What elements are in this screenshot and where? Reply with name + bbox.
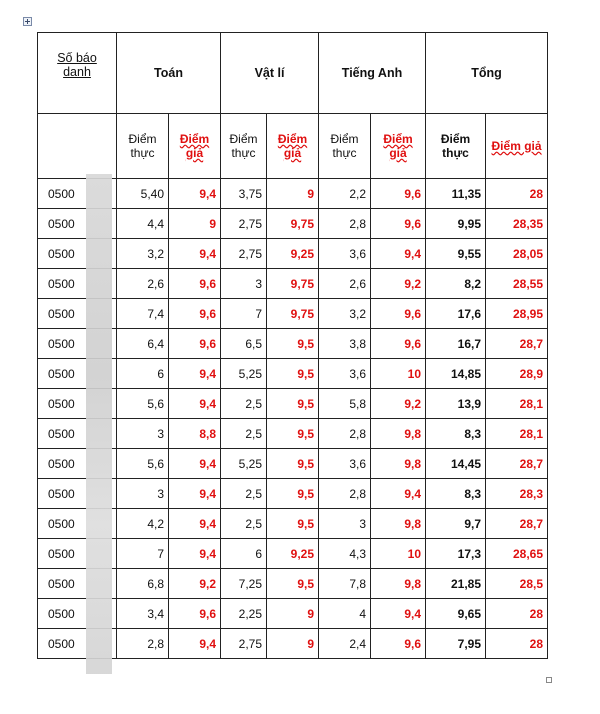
cell-tong: 17,3 [426, 539, 486, 569]
cell-ly: 5,25 [221, 449, 267, 479]
cell-anh-pred: 9,8 [371, 569, 426, 599]
cell-id: 0500 [38, 539, 117, 569]
table-row [38, 449, 548, 479]
cell-anh-pred: 9,6 [371, 629, 426, 659]
cell-anh-pred: 9,8 [371, 419, 426, 449]
cell-tong: 21,85 [426, 569, 486, 599]
cell-tong-pred: 28,95 [486, 299, 548, 329]
table-row [38, 599, 548, 629]
cell-tong: 11,35 [426, 179, 486, 209]
cell-ly-pred: 9,25 [267, 239, 319, 269]
table-resize-handle-icon[interactable] [546, 677, 552, 683]
cell-toan: 6,8 [117, 569, 169, 599]
cell-toan-pred: 9,4 [169, 239, 221, 269]
table-row [38, 359, 548, 389]
cell-toan: 5,6 [117, 449, 169, 479]
table-row [38, 269, 548, 299]
cell-anh: 2,8 [319, 419, 371, 449]
table-row [38, 239, 548, 269]
cell-ly: 2,75 [221, 239, 267, 269]
cell-tong-pred: 28,9 [486, 359, 548, 389]
table-row [38, 569, 548, 599]
cell-anh-pred: 10 [371, 359, 426, 389]
cell-ly-pred: 9,5 [267, 389, 319, 419]
cell-ly-pred: 9,5 [267, 479, 319, 509]
cell-anh-pred: 9,6 [371, 329, 426, 359]
cell-toan-pred: 9,4 [169, 629, 221, 659]
cell-tong-pred: 28,1 [486, 419, 548, 449]
cell-ly: 6 [221, 539, 267, 569]
cell-tong-pred: 28,7 [486, 449, 548, 479]
cell-anh: 3,8 [319, 329, 371, 359]
cell-toan: 5,40 [117, 179, 169, 209]
cell-anh: 2,8 [319, 209, 371, 239]
cell-ly: 7 [221, 299, 267, 329]
cell-toan-pred: 9,4 [169, 179, 221, 209]
header-row-subjects [38, 33, 548, 114]
cell-toan-pred: 9,6 [169, 269, 221, 299]
cell-anh-pred: 9,2 [371, 389, 426, 419]
cell-ly: 6,5 [221, 329, 267, 359]
cell-anh: 2,6 [319, 269, 371, 299]
cell-id: 0500 [38, 359, 117, 389]
header-toan-real: Điểm thực [117, 114, 169, 179]
cell-ly-pred: 9,5 [267, 449, 319, 479]
cell-id: 0500 [38, 269, 117, 299]
cell-anh: 5,8 [319, 389, 371, 419]
table-row [38, 329, 548, 359]
cell-id: 0500 [38, 329, 117, 359]
cell-tong-pred: 28,65 [486, 539, 548, 569]
cell-ly-pred: 9,5 [267, 329, 319, 359]
cell-id: 0500 [38, 599, 117, 629]
table-move-handle-icon[interactable] [23, 17, 32, 26]
cell-tong: 14,85 [426, 359, 486, 389]
cell-tong: 9,65 [426, 599, 486, 629]
cell-tong-pred: 28,7 [486, 509, 548, 539]
cell-toan-pred: 9,4 [169, 509, 221, 539]
cell-tong: 8,3 [426, 479, 486, 509]
cell-ly-pred: 9,25 [267, 539, 319, 569]
cell-anh: 4,3 [319, 539, 371, 569]
cell-toan-pred: 9,2 [169, 569, 221, 599]
header-tienganh-pred: Điểm giả [371, 114, 426, 179]
cell-toan-pred: 9,6 [169, 329, 221, 359]
cell-anh-pred: 10 [371, 539, 426, 569]
cell-tong: 9,7 [426, 509, 486, 539]
cell-anh: 4 [319, 599, 371, 629]
cell-toan: 3,2 [117, 239, 169, 269]
cell-tong: 14,45 [426, 449, 486, 479]
cell-ly: 2,5 [221, 509, 267, 539]
cell-anh: 2,4 [319, 629, 371, 659]
header-vatli-pred: Điểm giả [267, 114, 319, 179]
cell-ly-pred: 9 [267, 629, 319, 659]
cell-toan: 5,6 [117, 389, 169, 419]
cell-tong: 13,9 [426, 389, 486, 419]
cell-ly-pred: 9,5 [267, 509, 319, 539]
cell-toan: 7 [117, 539, 169, 569]
cell-tong-pred: 28,35 [486, 209, 548, 239]
header-sobaodanh: Số báo danh [38, 33, 117, 114]
cell-toan: 3 [117, 419, 169, 449]
cell-id: 0500 [38, 569, 117, 599]
table-row [38, 419, 548, 449]
cell-id: 0500 [38, 239, 117, 269]
cell-tong-pred: 28,05 [486, 239, 548, 269]
cell-id: 0500 [38, 299, 117, 329]
cell-ly: 7,25 [221, 569, 267, 599]
cell-anh-pred: 9,6 [371, 179, 426, 209]
cell-anh: 3,6 [319, 449, 371, 479]
cell-id: 0500 [38, 629, 117, 659]
redaction-mask [86, 174, 112, 674]
table-row [38, 479, 548, 509]
table-row [38, 539, 548, 569]
cell-anh-pred: 9,2 [371, 269, 426, 299]
cell-ly: 3,75 [221, 179, 267, 209]
cell-id: 0500 [38, 389, 117, 419]
cell-ly-pred: 9 [267, 179, 319, 209]
cell-tong: 16,7 [426, 329, 486, 359]
header-row-score-types [38, 114, 548, 179]
header-vatli-real: Điểm thực [221, 114, 267, 179]
cell-ly-pred: 9,5 [267, 569, 319, 599]
cell-id: 0500 [38, 209, 117, 239]
cell-anh-pred: 9,4 [371, 479, 426, 509]
cell-ly-pred: 9,75 [267, 269, 319, 299]
cell-anh: 2,8 [319, 479, 371, 509]
cell-ly: 2,75 [221, 209, 267, 239]
cell-toan: 2,8 [117, 629, 169, 659]
header-tong-real: Điểm thực [426, 114, 486, 179]
cell-tong: 7,95 [426, 629, 486, 659]
cell-toan: 2,6 [117, 269, 169, 299]
cell-tong: 9,95 [426, 209, 486, 239]
cell-toan-pred: 9,4 [169, 389, 221, 419]
cell-ly: 2,5 [221, 389, 267, 419]
cell-toan-pred: 9,4 [169, 449, 221, 479]
table-row [38, 509, 548, 539]
header-blank-cell [38, 114, 117, 179]
cell-anh: 3,6 [319, 239, 371, 269]
cell-tong: 8,3 [426, 419, 486, 449]
cell-toan: 4,4 [117, 209, 169, 239]
cell-tong: 17,6 [426, 299, 486, 329]
table-row [38, 299, 548, 329]
table-row [38, 629, 548, 659]
cell-tong-pred: 28,55 [486, 269, 548, 299]
cell-tong-pred: 28,5 [486, 569, 548, 599]
cell-ly: 2,25 [221, 599, 267, 629]
cell-ly: 2,75 [221, 629, 267, 659]
cell-anh: 3 [319, 509, 371, 539]
cell-ly-pred: 9,75 [267, 299, 319, 329]
cell-tong: 8,2 [426, 269, 486, 299]
cell-anh: 3,6 [319, 359, 371, 389]
header-tienganh-real: Điểm thực [319, 114, 371, 179]
cell-ly: 3 [221, 269, 267, 299]
cell-id: 0500 [38, 419, 117, 449]
cell-anh: 3,2 [319, 299, 371, 329]
cell-tong-pred: 28,7 [486, 329, 548, 359]
cell-id: 0500 [38, 479, 117, 509]
header-vatli: Vật lí [221, 33, 319, 114]
cell-toan-pred: 8,8 [169, 419, 221, 449]
header-toan-pred: Điểm giả [169, 114, 221, 179]
table-row [38, 389, 548, 419]
cell-id: 0500 [38, 449, 117, 479]
header-tong: Tổng [426, 33, 548, 114]
cell-toan: 4,2 [117, 509, 169, 539]
cell-tong-pred: 28 [486, 179, 548, 209]
cell-toan-pred: 9,6 [169, 299, 221, 329]
cell-anh-pred: 9,4 [371, 239, 426, 269]
cell-anh-pred: 9,8 [371, 449, 426, 479]
cell-ly-pred: 9,5 [267, 359, 319, 389]
cell-toan-pred: 9 [169, 209, 221, 239]
header-toan: Toán [117, 33, 221, 114]
cell-ly: 2,5 [221, 479, 267, 509]
cell-ly-pred: 9,5 [267, 419, 319, 449]
cell-id: 0500 [38, 509, 117, 539]
cell-toan-pred: 9,4 [169, 359, 221, 389]
cell-toan-pred: 9,4 [169, 479, 221, 509]
cell-toan-pred: 9,4 [169, 539, 221, 569]
cell-tong-pred: 28,1 [486, 389, 548, 419]
cell-toan: 7,4 [117, 299, 169, 329]
table-row [38, 179, 548, 209]
cell-tong-pred: 28,3 [486, 479, 548, 509]
cell-tong-pred: 28 [486, 629, 548, 659]
cell-anh-pred: 9,8 [371, 509, 426, 539]
cell-anh: 7,8 [319, 569, 371, 599]
header-tienganh: Tiếng Anh [319, 33, 426, 114]
cell-ly-pred: 9,75 [267, 209, 319, 239]
cell-anh-pred: 9,4 [371, 599, 426, 629]
cell-id: 0500 [38, 179, 117, 209]
cell-ly: 5,25 [221, 359, 267, 389]
cell-tong-pred: 28 [486, 599, 548, 629]
cell-ly-pred: 9 [267, 599, 319, 629]
cell-tong: 9,55 [426, 239, 486, 269]
cell-toan: 6,4 [117, 329, 169, 359]
table-row [38, 209, 548, 239]
cell-toan-pred: 9,6 [169, 599, 221, 629]
cell-toan: 3,4 [117, 599, 169, 629]
score-table [37, 32, 548, 659]
cell-anh: 2,2 [319, 179, 371, 209]
cell-anh-pred: 9,6 [371, 209, 426, 239]
cell-toan: 6 [117, 359, 169, 389]
cell-toan: 3 [117, 479, 169, 509]
cell-ly: 2,5 [221, 419, 267, 449]
cell-anh-pred: 9,6 [371, 299, 426, 329]
header-tong-pred: Điểm giả [486, 114, 548, 179]
